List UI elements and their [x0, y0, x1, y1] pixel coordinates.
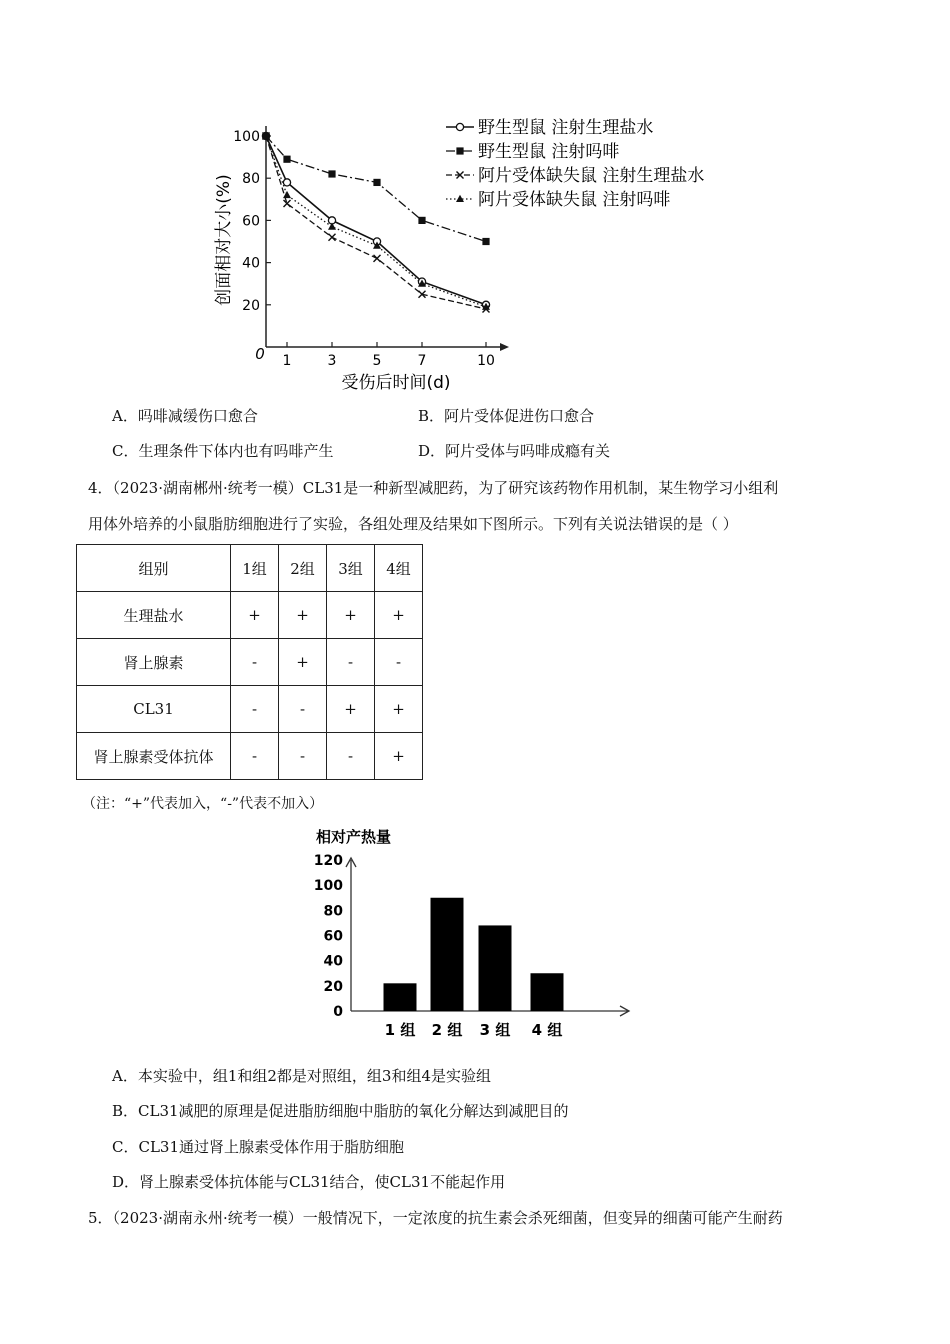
chart1-series-3 [263, 133, 490, 313]
table-cell: - [231, 733, 279, 780]
table-cell: 肾上腺素受体抗体 [77, 733, 231, 780]
q4-option-c[interactable]: C．CL31通过肾上腺素受体作用于脂肪细胞 [112, 1138, 405, 1156]
series-point [283, 191, 291, 198]
chart1-x-tick-label: 1 [282, 353, 292, 369]
chart2-y-tick-label: 80 [323, 903, 343, 920]
table-cell: 生理盐水 [77, 592, 231, 639]
chart1-ylabel: 创面相对大小(%) [214, 174, 234, 306]
chart1-legend-entry [446, 118, 653, 138]
chart2-bar-1 [384, 983, 417, 1011]
table-cell: - [279, 733, 327, 780]
chart1-x-tick-label: 3 [327, 353, 337, 369]
table-row [77, 686, 423, 733]
chart1-legend [446, 118, 704, 210]
table-cell: - [231, 639, 279, 686]
table-header-row [77, 545, 423, 592]
table-cell: 2组 [279, 545, 327, 592]
table-cell: + [375, 592, 423, 639]
chart2-bar-3 [479, 925, 512, 1011]
chart1-x-tick-label: 7 [417, 353, 427, 369]
table-cell: + [279, 639, 327, 686]
table-cell: 1组 [231, 545, 279, 592]
q5-stem-line1: 5．（2023·湖南永州·统考一模）一般情况下，一定浓度的抗生素会杀死细菌，但变异的细菌可能产生耐药 [88, 1209, 783, 1227]
table-cell: + [279, 592, 327, 639]
series-point [482, 238, 489, 245]
table-cell: CL31 [77, 686, 231, 733]
chart2-y-tick-label: 100 [313, 878, 343, 895]
chart2-category-label: 4 组 [531, 1021, 563, 1039]
chart1-y-tick-label: 20 [242, 297, 260, 314]
table-cell: + [231, 592, 279, 639]
chart1-xlabel: 受伤后时间(d) [341, 373, 451, 393]
series-point [328, 170, 335, 177]
q3-option-c[interactable]: C．生理条件下体内也有吗啡产生 [112, 442, 334, 460]
chart1-series-2 [262, 132, 489, 245]
table-cell: - [279, 686, 327, 733]
legend-label: 阿片受体缺失鼠 注射生理盐水 [478, 166, 705, 186]
chart1-y-tick-label: 60 [242, 213, 260, 230]
chart1-origin-label: 0 [255, 345, 265, 363]
q4-stem-line1: 4．（2023·湖南郴州·统考一模）CL31是一种新型减肥药，为了研究该药物作用机制，某生物学习小组利 [88, 479, 779, 497]
legend-label: 野生型鼠 注射生理盐水 [478, 118, 654, 138]
chart2-y-tick-label: 0 [333, 1004, 343, 1020]
treatment-table [76, 544, 423, 780]
table-cell: 肾上腺素 [77, 639, 231, 686]
table-cell: 4组 [375, 545, 423, 592]
chart1-x-tick-label: 10 [477, 353, 495, 369]
chart2-y-tick-label: 120 [313, 853, 343, 869]
series-line [266, 136, 486, 309]
table-cell: 组别 [77, 545, 231, 592]
chart1-legend-entry [446, 142, 619, 162]
q4-option-d[interactable]: D．肾上腺素受体抗体能与CL31结合，使CL31不能起作用 [112, 1173, 506, 1191]
series-point [456, 147, 463, 154]
chart2-axes [314, 853, 629, 1020]
heat-production-bar-chart [0, 810, 950, 1050]
chart1-y-tick-label: 80 [242, 171, 260, 188]
q3-option-b[interactable]: B．阿片受体促进伤口愈合 [418, 407, 595, 425]
series-line [266, 136, 486, 242]
chart2-bar-4 [531, 973, 564, 1011]
chart1-series [262, 132, 490, 313]
chart2-category-label: 3 组 [479, 1021, 511, 1039]
q3-option-d[interactable]: D．阿片受体与吗啡成瘾有关 [418, 442, 611, 460]
table-cell: + [327, 592, 375, 639]
chart1-y-tick-label: 100 [233, 129, 260, 145]
table-row [77, 733, 423, 780]
table-cell: - [375, 639, 423, 686]
q4-stem-line2: 用体外培养的小鼠脂肪细胞进行了实验，各组处理及结果如下图所示。下列有关说法错误的是（ ） [88, 515, 738, 533]
series-point [329, 234, 336, 241]
series-point [374, 255, 381, 262]
table-cell: + [375, 686, 423, 733]
legend-label: 阿片受体缺失鼠 注射吗啡 [478, 190, 671, 210]
chart1-series-4 [262, 132, 490, 310]
chart1-x-arrow [500, 343, 509, 351]
series-point [284, 200, 291, 207]
chart2-category-label: 1 组 [384, 1021, 416, 1039]
series-line [266, 136, 486, 307]
series-point [418, 217, 425, 224]
wound-size-line-chart [0, 0, 950, 400]
chart1-series-1 [262, 132, 489, 308]
table-row [77, 639, 423, 686]
series-point [283, 179, 290, 186]
table-row [77, 592, 423, 639]
chart1-y-tick-label: 40 [242, 255, 260, 272]
table-cell: + [327, 686, 375, 733]
q3-option-a[interactable]: A．吗啡减缓伤口愈合 [112, 407, 258, 425]
chart2-category-label: 2 组 [431, 1021, 463, 1039]
chart2-y-tick-label: 60 [323, 928, 343, 945]
table-cell: - [327, 639, 375, 686]
table-cell: - [327, 733, 375, 780]
series-line [266, 136, 486, 305]
q4-option-b[interactable]: B．CL31减肥的原理是促进脂肪细胞中脂肪的氧化分解达到减肥目的 [112, 1102, 569, 1120]
chart2-y-tick-label: 40 [323, 953, 343, 970]
table-cell: - [231, 686, 279, 733]
series-point [456, 123, 463, 130]
chart2-y-tick-label: 20 [323, 978, 343, 995]
chart1-legend-entry [446, 190, 670, 210]
table-cell: 3组 [327, 545, 375, 592]
chart2-title: 相对产热量 [316, 828, 392, 846]
table-note: （注：“+”代表加入，“-”代表不加入） [82, 796, 324, 812]
chart2-bars [384, 898, 564, 1039]
legend-label: 野生型鼠 注射吗啡 [478, 142, 620, 162]
chart1-x-tick-label: 5 [372, 353, 382, 369]
series-point [373, 179, 380, 186]
chart1-legend-entry [446, 166, 704, 186]
series-point [328, 223, 336, 230]
q4-option-a[interactable]: A．本实验中，组1和组2都是对照组，组3和组4是实验组 [112, 1067, 492, 1085]
chart2-bar-2 [431, 898, 464, 1011]
series-point [283, 156, 290, 163]
table-cell: + [375, 733, 423, 780]
